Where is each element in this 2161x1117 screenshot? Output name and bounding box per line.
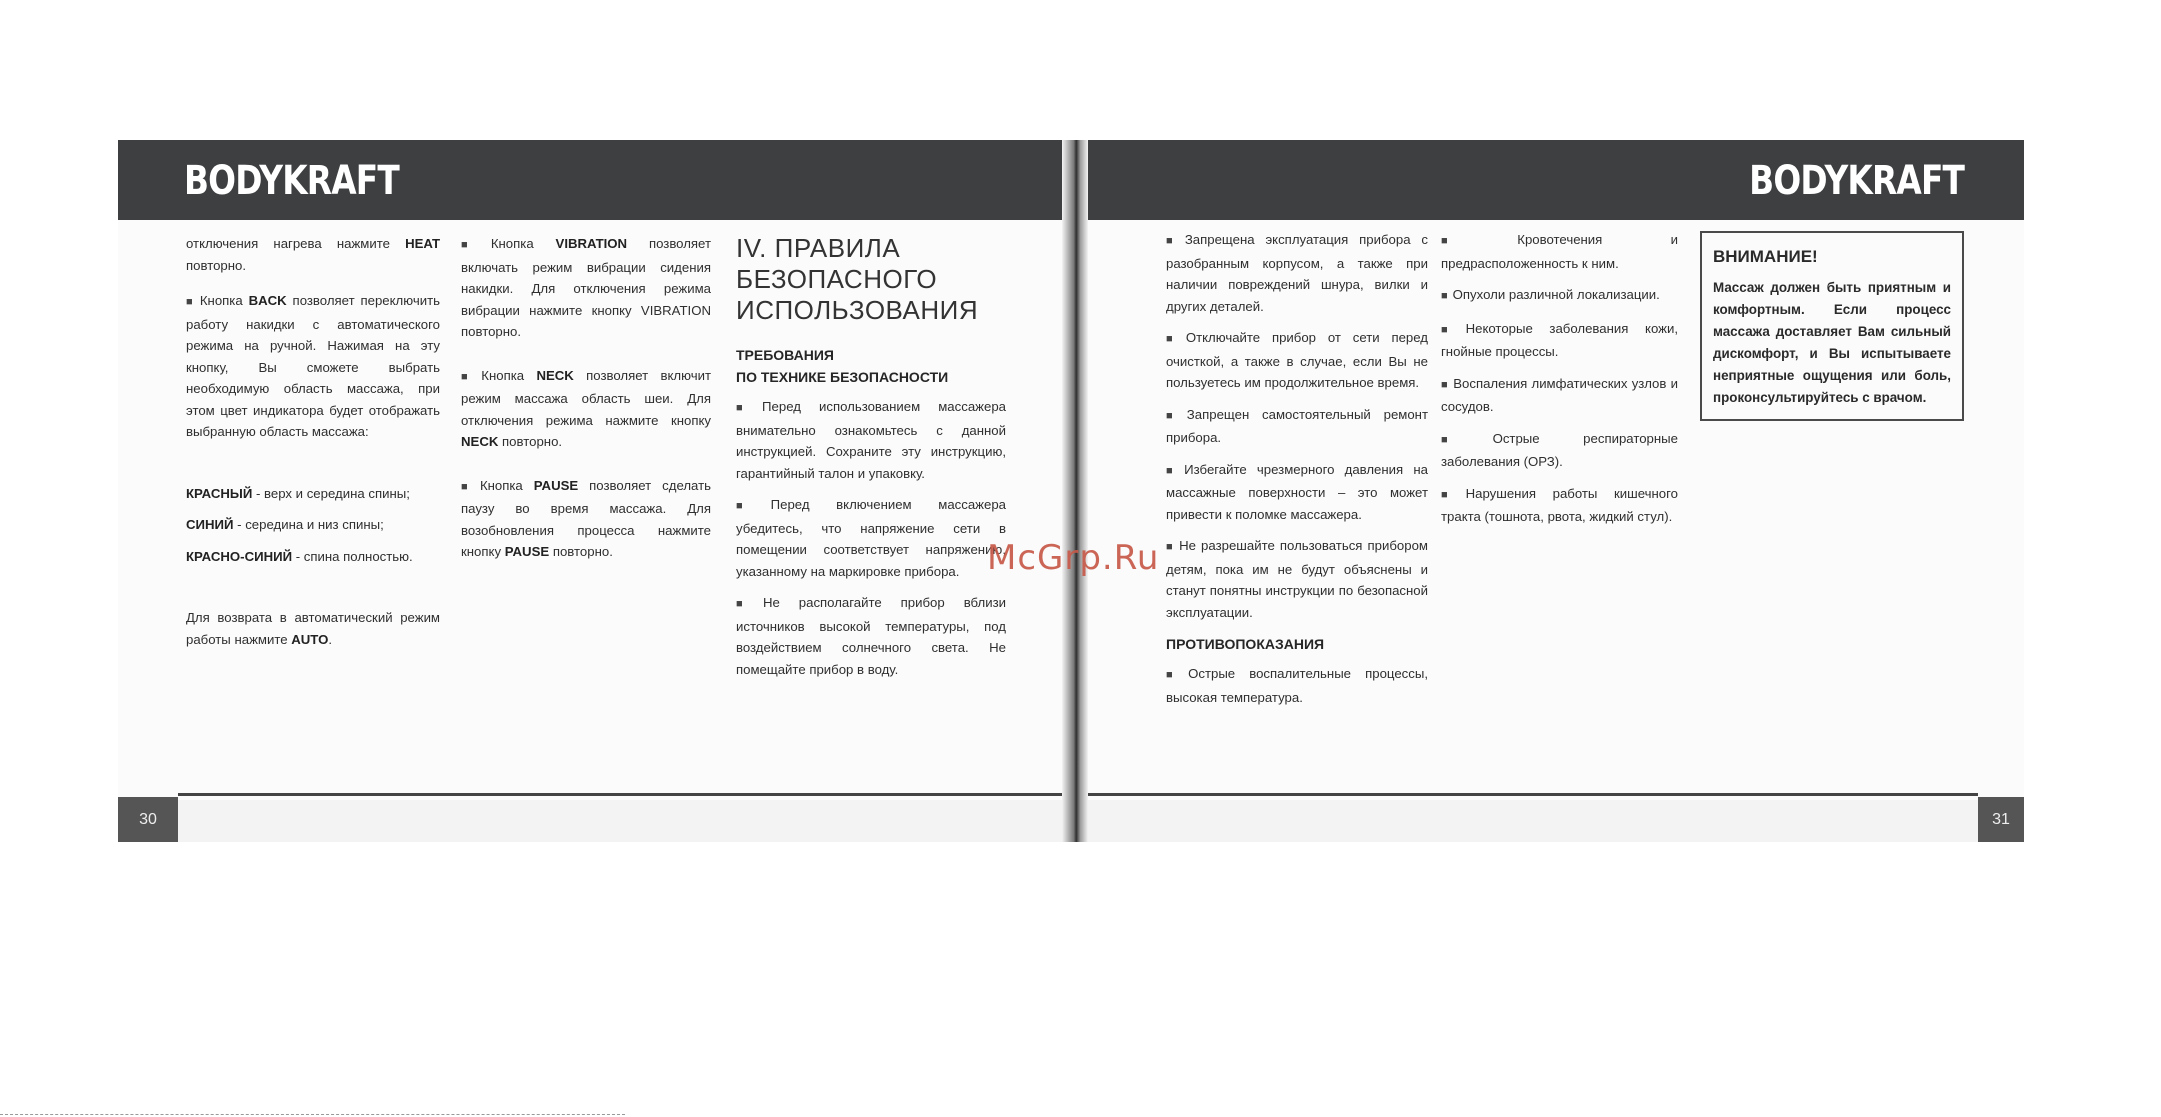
bullet-icon: ■ (1166, 464, 1180, 477)
bullet-icon: ■ (1441, 378, 1449, 391)
paragraph-pause: ■ Кнопка PAUSE позволяет сделать паузу во время массажа. Для возобновления процесса нажмите кнопку PAUSE повторно. (461, 477, 711, 559)
list-item: ■ Нарушения работы кишечного тракта (тошнота, рвота, жидкий стул). (1441, 485, 1678, 524)
page-number-left: 30 (118, 797, 178, 842)
list-item: ■ Не располагайте прибор вблизи источников высокой температуры, под воздействием солнечного света. Не помещайте прибор в воду. (736, 595, 1006, 677)
footer-dashed-rule (0, 1114, 625, 1116)
list-item: ■ Некоторые заболевания кожи, гнойные процессы. (1441, 320, 1678, 359)
list-item: ■ Отключайте прибор от сети перед очисткой, а также в случае, если Вы не пользуетесь им продолжительное время. (1166, 330, 1428, 390)
bullet-icon: ■ (736, 500, 766, 512)
warning-title: ВНИМАНИЕ! (1713, 247, 1818, 266)
right-footer-rule (1088, 793, 1978, 796)
list-item: ■ Перед использованием массажера внимательно ознакомьтесь с данной инструкцией. Сохраните эту инструкцию, гарантийный талон и упаковку. (736, 399, 1006, 481)
warning-box (1700, 231, 1964, 421)
bullet-icon: ■ (1166, 541, 1175, 553)
page-number-right: 31 (1978, 797, 2024, 842)
paragraph-back: ■ Кнопка BACK позволяет переключить работу накидки с автоматического режима на ручной. Нажимая на эту кнопку, Вы сможете выбрать необходимую область массажа, при этом цвет индикатора будет отображать выбранную область массажа: (186, 293, 440, 439)
list-item: ■ Запрещен самостоятельный ремонт прибора. (1166, 406, 1428, 445)
subheading-safety: ПО ТЕХНИКЕ БЕЗОПАСНОСТИ (736, 369, 949, 385)
bullet-icon: ■ (1441, 235, 1513, 247)
left-footer-rule (178, 793, 1062, 796)
brand-logo-left: BODYKRAFT (184, 158, 399, 204)
list-item: ■ Острые респираторные заболевания (ОРЗ). (1441, 430, 1678, 469)
bullet-icon: ■ (1166, 669, 1184, 681)
bullet-icon: ■ (1166, 235, 1180, 247)
book-spine (1062, 140, 1088, 842)
color-red-blue: КРАСНО-СИНИЙ - спина полностью. (186, 548, 413, 564)
right-header-band (1080, 140, 2024, 220)
list-item: ■ Не разрешайте пользоваться прибором детям, пока им не будут объяснены и станут понятны инструкции по безопасной эксплуатации. (1166, 538, 1428, 620)
list-item: ■ Острые воспалительные процессы, высокая температура. (1166, 666, 1428, 705)
bullet-icon: ■ (1441, 290, 1448, 302)
list-item: ■ Избегайте чрезмерного давления на массажные поверхности – это может привести к поломке массажера. (1166, 461, 1428, 522)
subheading-contraindications: ПРОТИВОПОКАЗАНИЯ (1166, 636, 1325, 652)
bullet-icon: ■ (461, 239, 486, 251)
list-item: ■ Запрещена эксплуатация прибора с разобранным корпусом, а также при наличии повреждений шнура, вилки и других деталей. (1166, 232, 1428, 314)
left-column-2 (461, 233, 711, 573)
right-column-1 (1166, 229, 1428, 718)
chapter-title: IV. ПРАВИЛА БЕЗОПАСНОГО ИСПОЛЬЗОВАНИЯ (736, 233, 979, 325)
paragraph-vibration: ■ Кнопка VIBRATION позволяет включать режим вибрации сидения накидки. Для отключения режима вибрации нажмите кнопку VIBRATION повторно. (461, 236, 711, 339)
left-column-3 (736, 233, 1006, 690)
paragraph-neck: ■ Кнопка NECK позволяет включит режим массажа область шеи. Для отключения режима нажмите кнопку NECK повторно. (461, 367, 711, 449)
left-header-band (118, 140, 1068, 220)
paragraph-auto: Для возврата в автоматический режим работы нажмите AUTO. (186, 610, 440, 647)
list-item: ■ Опухоли различной локализации. (1441, 287, 1660, 302)
brand-logo-right: BODYKRAFT (1749, 158, 1964, 204)
paragraph-heat: отключения нагрева нажмите HEAT повторно. (186, 236, 440, 273)
subheading-requirements: ТРЕБОВАНИЯ (736, 347, 834, 363)
bullet-icon: ■ (736, 598, 758, 610)
color-red: КРАСНЫЙ - верх и середина спины; (186, 485, 410, 501)
list-item: ■ Воспаления лимфатических узлов и сосудов. (1441, 375, 1678, 414)
right-footer-band (1088, 800, 1978, 842)
bullet-icon: ■ (1166, 409, 1182, 422)
bullet-icon: ■ (1441, 433, 1488, 446)
bullet-icon: ■ (1441, 323, 1461, 336)
bullet-icon: ■ (736, 402, 758, 414)
left-footer-band (178, 800, 1062, 842)
color-blue: СИНИЙ - середина и низ спины; (186, 517, 384, 532)
watermark: McGrp.Ru (987, 538, 1160, 578)
list-item: ■ Перед включением массажера убедитесь, что напряжение сети в помещении соответствует напряжению, указанному на маркировке прибора. (736, 497, 1006, 579)
bullet-icon: ■ (461, 370, 477, 383)
booklet-spread (118, 140, 2024, 842)
bullet-icon: ■ (186, 296, 195, 308)
left-column-1 (186, 233, 440, 660)
bullet-icon: ■ (1166, 333, 1181, 345)
bullet-icon: ■ (1441, 488, 1461, 501)
bullet-icon: ■ (461, 480, 475, 493)
warning-text: Массаж должен быть приятным и комфортным. Если процесс массажа доставляет Вам сильный дискомфорт, и Вы испытываете неприятные ощущения или боль, проконсультируйтесь с врачом. (1713, 280, 1951, 405)
right-column-2 (1441, 229, 1678, 538)
list-item: ■ Кровотечения и предрасположенность к ним. (1441, 232, 1678, 271)
